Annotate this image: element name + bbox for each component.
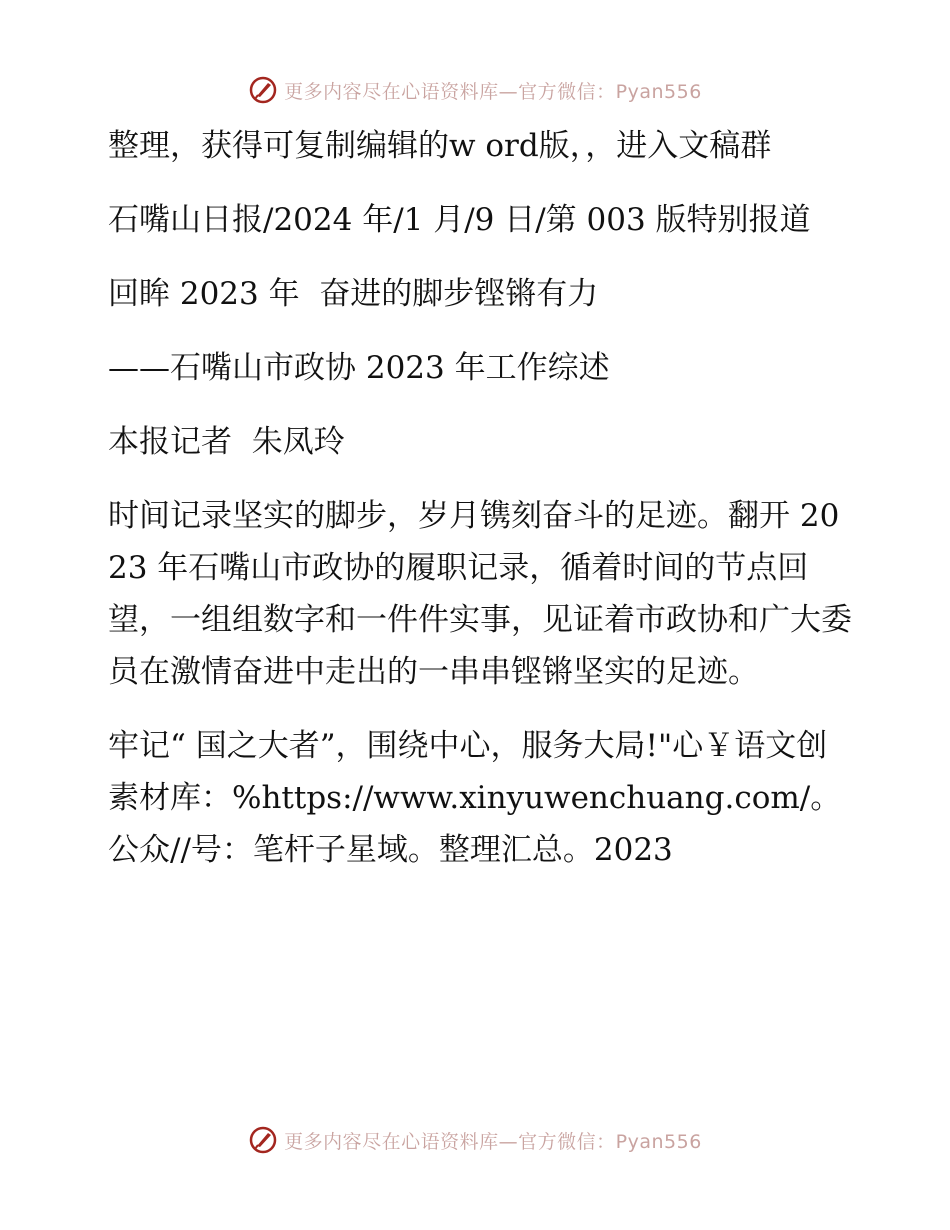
header-banner-text: 更多内容尽在心语资料库—官方微信：Pyan556 [284, 80, 702, 103]
header-banner [0, 70, 950, 110]
article-subtitle: ——石嘴山市政协 2023 年工作综述 [108, 350, 610, 386]
footer-banner-text: 更多内容尽在心语资料库—官方微信：Pyan556 [284, 1130, 702, 1153]
quill-seal-icon [248, 1125, 278, 1155]
quill-seal-icon [248, 75, 278, 105]
article-title: 回眸 2023 年 奋进的脚步铿锵有力 [108, 276, 599, 312]
article-byline: 本报记者 朱凤玲 [108, 424, 345, 460]
paragraph-intro: 整理，获得可复制编辑的w ord版，，进入文稿群 [108, 128, 772, 164]
footer-banner [0, 1120, 950, 1160]
paragraph-body-1: 时间记录坚实的脚步，岁月镌刻奋斗的足迹。翻开 2023 年石嘴山市政协的履职记录，循着时间的节点回望，一组组数字和一件件实事，见证着市政协和广大委员在激情奋进中走出的一串串铿锵坚实的足迹。 [108, 498, 852, 690]
paragraph-body-2: 牢记“ 国之大者”，围绕中心，服务大局!"心￥语文创素材库：%https://www.xinyuwenchuang.com/。公众//号：笔杆子星域。整理汇总。2023 [108, 728, 842, 868]
paragraph-source: 石嘴山日报/2024 年/1 月/9 日/第 003 版特别报道 [108, 202, 811, 238]
document-body [98, 120, 858, 898]
